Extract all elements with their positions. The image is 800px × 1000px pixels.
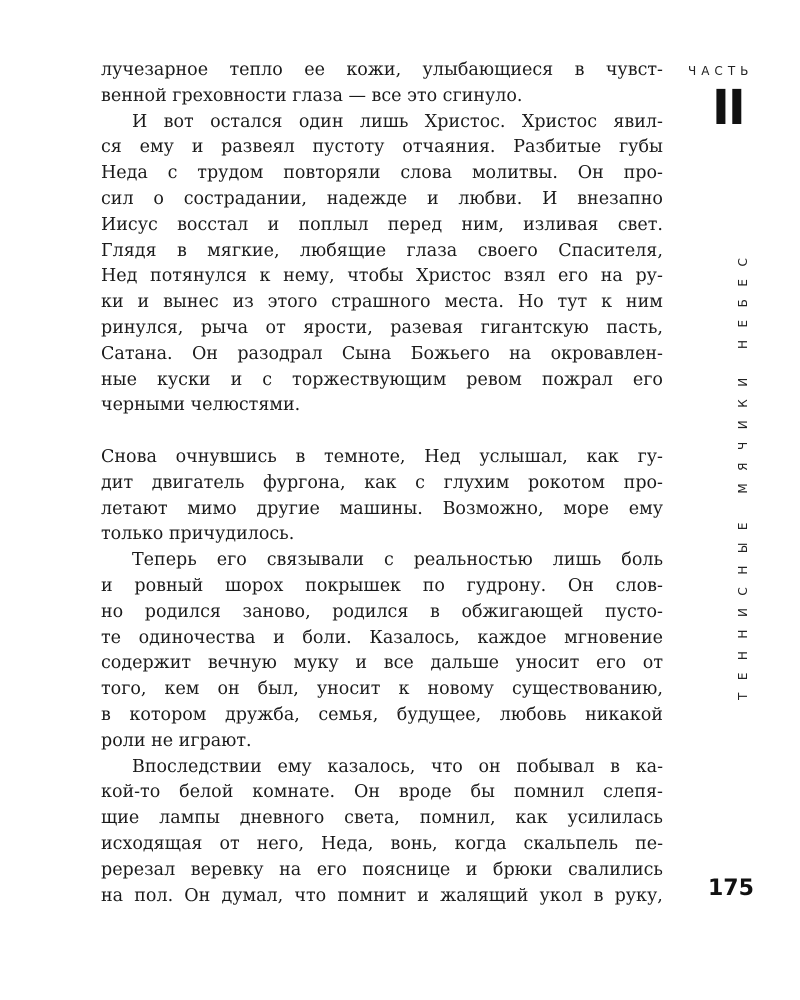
text-line: только причудилось. [101, 524, 295, 545]
text-line: венной греховности глаза — все это сгинуло. [101, 85, 523, 106]
text-line: черными челюстями. [101, 395, 301, 416]
text-line: роли не играют. [101, 730, 252, 751]
text-line: Впоследствии ему казалось, что он побывал в ка- [132, 756, 663, 777]
body-text [101, 58, 663, 909]
text-line: И вот остался один лишь Христос. Христос явил- [132, 111, 663, 132]
text-line: Иисус восстал и поплыл перед ним, изливая свет. [101, 214, 663, 235]
text-line: ки и вынес из этого страшного места. Но тут к ним [101, 292, 663, 313]
text-line: Неда с трудом повторяли слова молитвы. Он про- [101, 163, 663, 184]
text-line: но родился заново, родился в обжигающей пусто- [101, 601, 663, 622]
section-break [101, 419, 663, 445]
text-line: ринулся, рыча от ярости, разевая гигантскую пасть, [101, 317, 663, 338]
text-line: Нед потянулся к нему, чтобы Христос взял его на ру- [101, 266, 663, 287]
text-line: и ровный шорох покрышек по гудрону. Он слов- [101, 575, 663, 596]
text-line: летают мимо другие машины. Возможно, море ему [101, 498, 663, 519]
text-line: лучезарное тепло ее кожи, улыбающиеся в чувст- [101, 60, 663, 80]
part-number: II [712, 80, 744, 136]
text-line: Глядя в мягкие, любящие глаза своего Спасителя, [101, 240, 663, 261]
text-line: ся ему и развеял пустоту отчаяния. Разбитые губы [101, 137, 663, 158]
text-line: на пол. Он думал, что помнит и жалящий укол в руку, [101, 885, 663, 906]
text-line: исходящая от него, Неда, вонь, когда скальпель пе- [101, 833, 663, 854]
text-line: Теперь его связывали с реальностью лишь боль [132, 550, 663, 571]
text-line: содержит вечную муку и все дальше уносит его от [101, 653, 663, 674]
text-line: в котором дружба, семья, будущее, любовь никакой [101, 704, 663, 725]
text-line: того, кем он был, уносит к новому существованию, [101, 679, 663, 700]
text-line: ные куски и с торжествующим ревом пожрал его [101, 369, 663, 390]
text-line: дит двигатель фургона, как с глухим рокотом про- [101, 472, 663, 493]
text-line: Сатана. Он разодрал Сына Божьего на окровавлен- [101, 343, 663, 364]
running-title: ТЕННИСНЫЕ МЯЧИКИ НЕБЕС [736, 245, 750, 700]
text-line: кой-то белой комнате. Он вроде бы помнил слепя- [101, 782, 663, 803]
page-number: 175 [708, 876, 754, 901]
text-line: те одиночества и боли. Казалось, каждое мгновение [101, 627, 663, 648]
text-line: Снова очнувшись в темноте, Нед услышал, как гу- [101, 446, 663, 467]
part-label: ЧАСТЬ [688, 64, 754, 78]
text-line: сил о сострадании, надежде и любви. И внезапно [101, 188, 663, 209]
text-line: ререзал веревку на его пояснице и брюки свалились [101, 859, 663, 880]
text-line: щие лампы дневного света, помнил, как усилилась [101, 808, 663, 829]
